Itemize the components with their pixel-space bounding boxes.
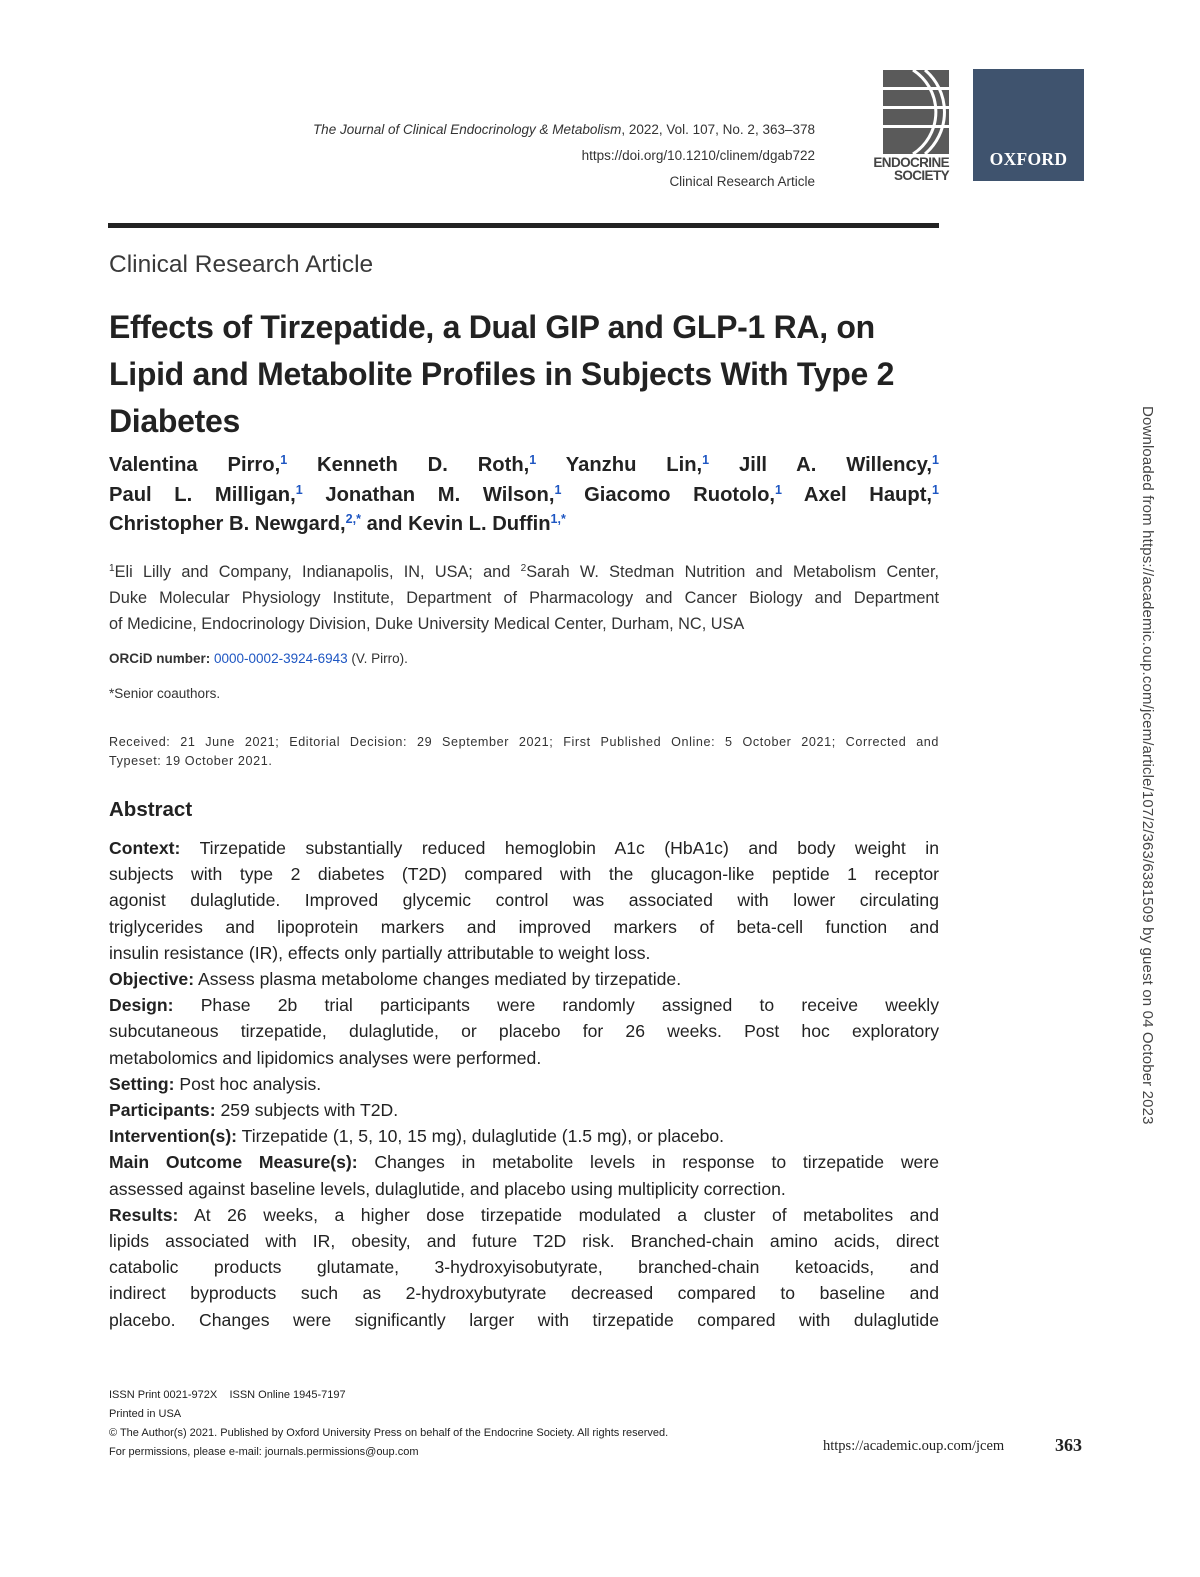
- affiliation-marker[interactable]: 1: [554, 482, 562, 497]
- senior-coauthors-note: *Senior coauthors.: [109, 686, 221, 701]
- abstract-text: agonist dulaglutide. Improved glycemic control was associated with lower circulating: [109, 890, 939, 911]
- abstract-body: [109, 835, 939, 1333]
- author-name: Axel Haupt,: [803, 483, 933, 506]
- affiliation-marker[interactable]: 1: [280, 453, 288, 468]
- abstract-text: catabolic products glutamate, 3-hydroxyisobutyrate, branched-chain ketoacids, and: [109, 1257, 939, 1278]
- affiliation-marker[interactable]: 1: [932, 482, 940, 497]
- abstract-line: [109, 1123, 939, 1149]
- author-name: Jill A. Willency,: [738, 454, 933, 476]
- issn: ISSN Print 0021-972X ISSN Online 1945-7197: [109, 1389, 346, 1401]
- abstract-section-label: Participants:: [109, 1100, 216, 1121]
- download-watermark: Downloaded from https://academic.oup.com/jcem/article/107/2/363/6381509 by guest on 04 October 2023: [1139, 406, 1156, 1125]
- abstract-section-label: Context:: [109, 838, 181, 858]
- header-rule: [108, 223, 939, 228]
- author-line: [109, 481, 939, 511]
- affiliation-marker[interactable]: 2,*: [345, 512, 361, 527]
- orcid-link[interactable]: 0000-0002-3924-6943: [214, 651, 348, 666]
- affiliation-marker[interactable]: 1: [529, 453, 537, 468]
- abstract-line: [109, 1307, 939, 1333]
- abstract-section-label: Objective:: [109, 969, 195, 990]
- abstract-heading: Abstract: [109, 798, 193, 821]
- abstract-line: [109, 1280, 939, 1306]
- affiliation-marker[interactable]: 1: [932, 453, 939, 468]
- abstract-text: Post hoc analysis.: [174, 1073, 322, 1094]
- abstract-line: [109, 1228, 939, 1254]
- affiliation-text: Sarah W. Stedman Nutrition and Metabolism Center,: [526, 563, 939, 581]
- oxford-wordmark: OXFORD: [989, 149, 1068, 169]
- abstract-line: [109, 1149, 939, 1175]
- abstract-line: [109, 861, 939, 887]
- abstract-line: [109, 1018, 939, 1044]
- author-name: Kenneth D. Roth,: [317, 454, 530, 476]
- abstract-text: subjects with type 2 diabetes (T2D) compared with the glucagon-like peptide 1 receptor: [109, 864, 939, 885]
- abstract-line: [109, 1071, 939, 1097]
- header-article-type: Clinical Research Article: [669, 174, 815, 189]
- journal-name: The Journal of Clinical Endocrinology & Metabolism: [312, 122, 622, 137]
- doi-link[interactable]: https://doi.org/10.1210/clinem/dgab722: [581, 148, 815, 163]
- abstract-section-label: Setting:: [109, 1073, 175, 1094]
- affiliation-marker[interactable]: 1: [702, 453, 710, 468]
- abstract-text: Assess plasma metabolome changes mediated by tirzepatide.: [194, 969, 682, 990]
- abstract-text: metabolomics and lipidomics analyses were performed.: [109, 1047, 542, 1068]
- abstract-line: [109, 940, 939, 966]
- author-name: Christopher B. Newgard,: [109, 513, 346, 535]
- affiliation-marker[interactable]: 1: [775, 482, 782, 497]
- abstract-text: assessed against baseline levels, dulaglutide, and placebo using multiplicity correction.: [109, 1178, 786, 1199]
- author-name: Yanzhu Lin,: [565, 454, 703, 476]
- author-name: Paul L. Milligan,: [109, 483, 296, 506]
- orcid-line: [109, 651, 408, 666]
- orcid-label: ORCiD number:: [109, 651, 211, 666]
- permissions: For permissions, please e-mail: journals.permissions@oup.com: [109, 1446, 419, 1458]
- orcid-person: (V. Pirro).: [351, 651, 408, 666]
- abstract-section-label: Main Outcome Measure(s):: [109, 1152, 358, 1173]
- abstract-line: [109, 1176, 939, 1202]
- endocrine-society-wordmark: ENDOCRINE SOCIETY: [873, 155, 949, 183]
- abstract-text: Phase 2b trial participants were randomly assigned to receive weekly: [173, 995, 939, 1016]
- author-name: Kevin L. Duffin: [408, 513, 551, 535]
- abstract-section-label: Results:: [109, 1204, 179, 1225]
- dates-line: Typeset: 19 October 2021.: [109, 754, 273, 768]
- author-line: [109, 451, 939, 481]
- affiliation-marker[interactable]: 1: [295, 482, 303, 497]
- copyright: © The Author(s) 2021. Published by Oxford University Press on behalf of the Endocrine Society. All rights reserved.: [109, 1427, 669, 1439]
- abstract-text: lipids associated with IR, obesity, and future T2D risk. Branched-chain amino acids, direct: [109, 1231, 939, 1252]
- abstract-text: At 26 weeks, a higher dose tirzepatide modulated a cluster of metabolites and: [178, 1204, 939, 1225]
- abstract-line: [109, 992, 939, 1018]
- abstract-line: [109, 835, 939, 861]
- abstract-text: indirect byproducts such as 2-hydroxybutyrate decreased compared to baseline and: [109, 1283, 939, 1304]
- abstract-text: Tirzepatide (1, 5, 10, 15 mg), dulaglutide (1.5 mg), or placebo.: [237, 1126, 725, 1147]
- author-name: Jonathan M. Wilson,: [325, 483, 555, 506]
- dates-line: Received: 21 June 2021; Editorial Decision: 29 September 2021; First Published Online: 5 October 2021; Corrected and: [109, 735, 939, 749]
- article-title: Effects of Tirzepatide, a Dual GIP and GLP-1 RA, on Lipid and Metabolite Profiles in Subjects With Type 2 Diabetes: [109, 309, 895, 439]
- oxford-logo: [973, 69, 1084, 181]
- abstract-section-label: Design:: [109, 995, 174, 1016]
- affiliation-number: 1: [109, 563, 115, 575]
- affiliation-line: [109, 559, 939, 585]
- abstract-text: insulin resistance (IR), effects only partially attributable to weight loss.: [109, 942, 651, 963]
- affiliation-text: Eli Lilly and Company, Indianapolis, IN, USA; and: [114, 563, 521, 581]
- author-name: Valentina Pirro,: [109, 454, 281, 476]
- affiliation-line: Duke Molecular Physiology Institute, Department of Pharmacology and Cancer Biology and Department: [109, 589, 939, 607]
- author-list: [109, 451, 939, 540]
- page-number: 363: [1055, 1435, 1082, 1455]
- abstract-text: subcutaneous tirzepatide, dulaglutide, or placebo for 26 weeks. Post hoc exploratory: [109, 1021, 939, 1042]
- affiliations: [109, 559, 939, 637]
- endocrine-society-mark-icon: [883, 70, 949, 154]
- abstract-text: 259 subjects with T2D.: [215, 1100, 399, 1121]
- endocrine-society-logo: [857, 70, 957, 186]
- affiliation-line: of Medicine, Endocrinology Division, Duke University Medical Center, Durham, NC, USA: [109, 615, 745, 633]
- abstract-line: [109, 966, 939, 992]
- author-name: Giacomo Ruotolo,: [584, 483, 776, 506]
- abstract-text: Changes in metabolite levels in response to tirzepatide were: [357, 1152, 939, 1173]
- abstract-line: [109, 914, 939, 940]
- abstract-line: [109, 1202, 939, 1228]
- abstract-line: [109, 887, 939, 913]
- author-connector: and: [366, 513, 403, 535]
- citation-line: [313, 117, 815, 143]
- citation: , 2022, Vol. 107, No. 2, 363–378: [621, 122, 815, 137]
- abstract-text: triglycerides and lipoprotein markers and improved markers of beta-cell function and: [109, 916, 939, 937]
- article-type-heading: Clinical Research Article: [109, 251, 374, 278]
- abstract-text: Tirzepatide substantially reduced hemoglobin A1c (HbA1c) and body weight in: [180, 838, 939, 858]
- abstract-section-label: Intervention(s):: [109, 1126, 238, 1147]
- affiliation-number: 2: [520, 563, 527, 575]
- page-footer: [109, 1386, 668, 1462]
- printed-in: Printed in USA: [109, 1408, 182, 1420]
- author-line: [109, 510, 939, 540]
- journal-header: [313, 117, 815, 195]
- abstract-line: [109, 1254, 939, 1280]
- publication-dates: [109, 733, 939, 771]
- affiliation-marker[interactable]: 1,*: [550, 512, 566, 527]
- abstract-text: placebo. Changes were significantly larger with tirzepatide compared with dulaglutide: [109, 1309, 939, 1330]
- journal-url-link[interactable]: https://academic.oup.com/jcem: [823, 1438, 1005, 1454]
- abstract-line: [109, 1045, 939, 1071]
- abstract-line: [109, 1097, 939, 1123]
